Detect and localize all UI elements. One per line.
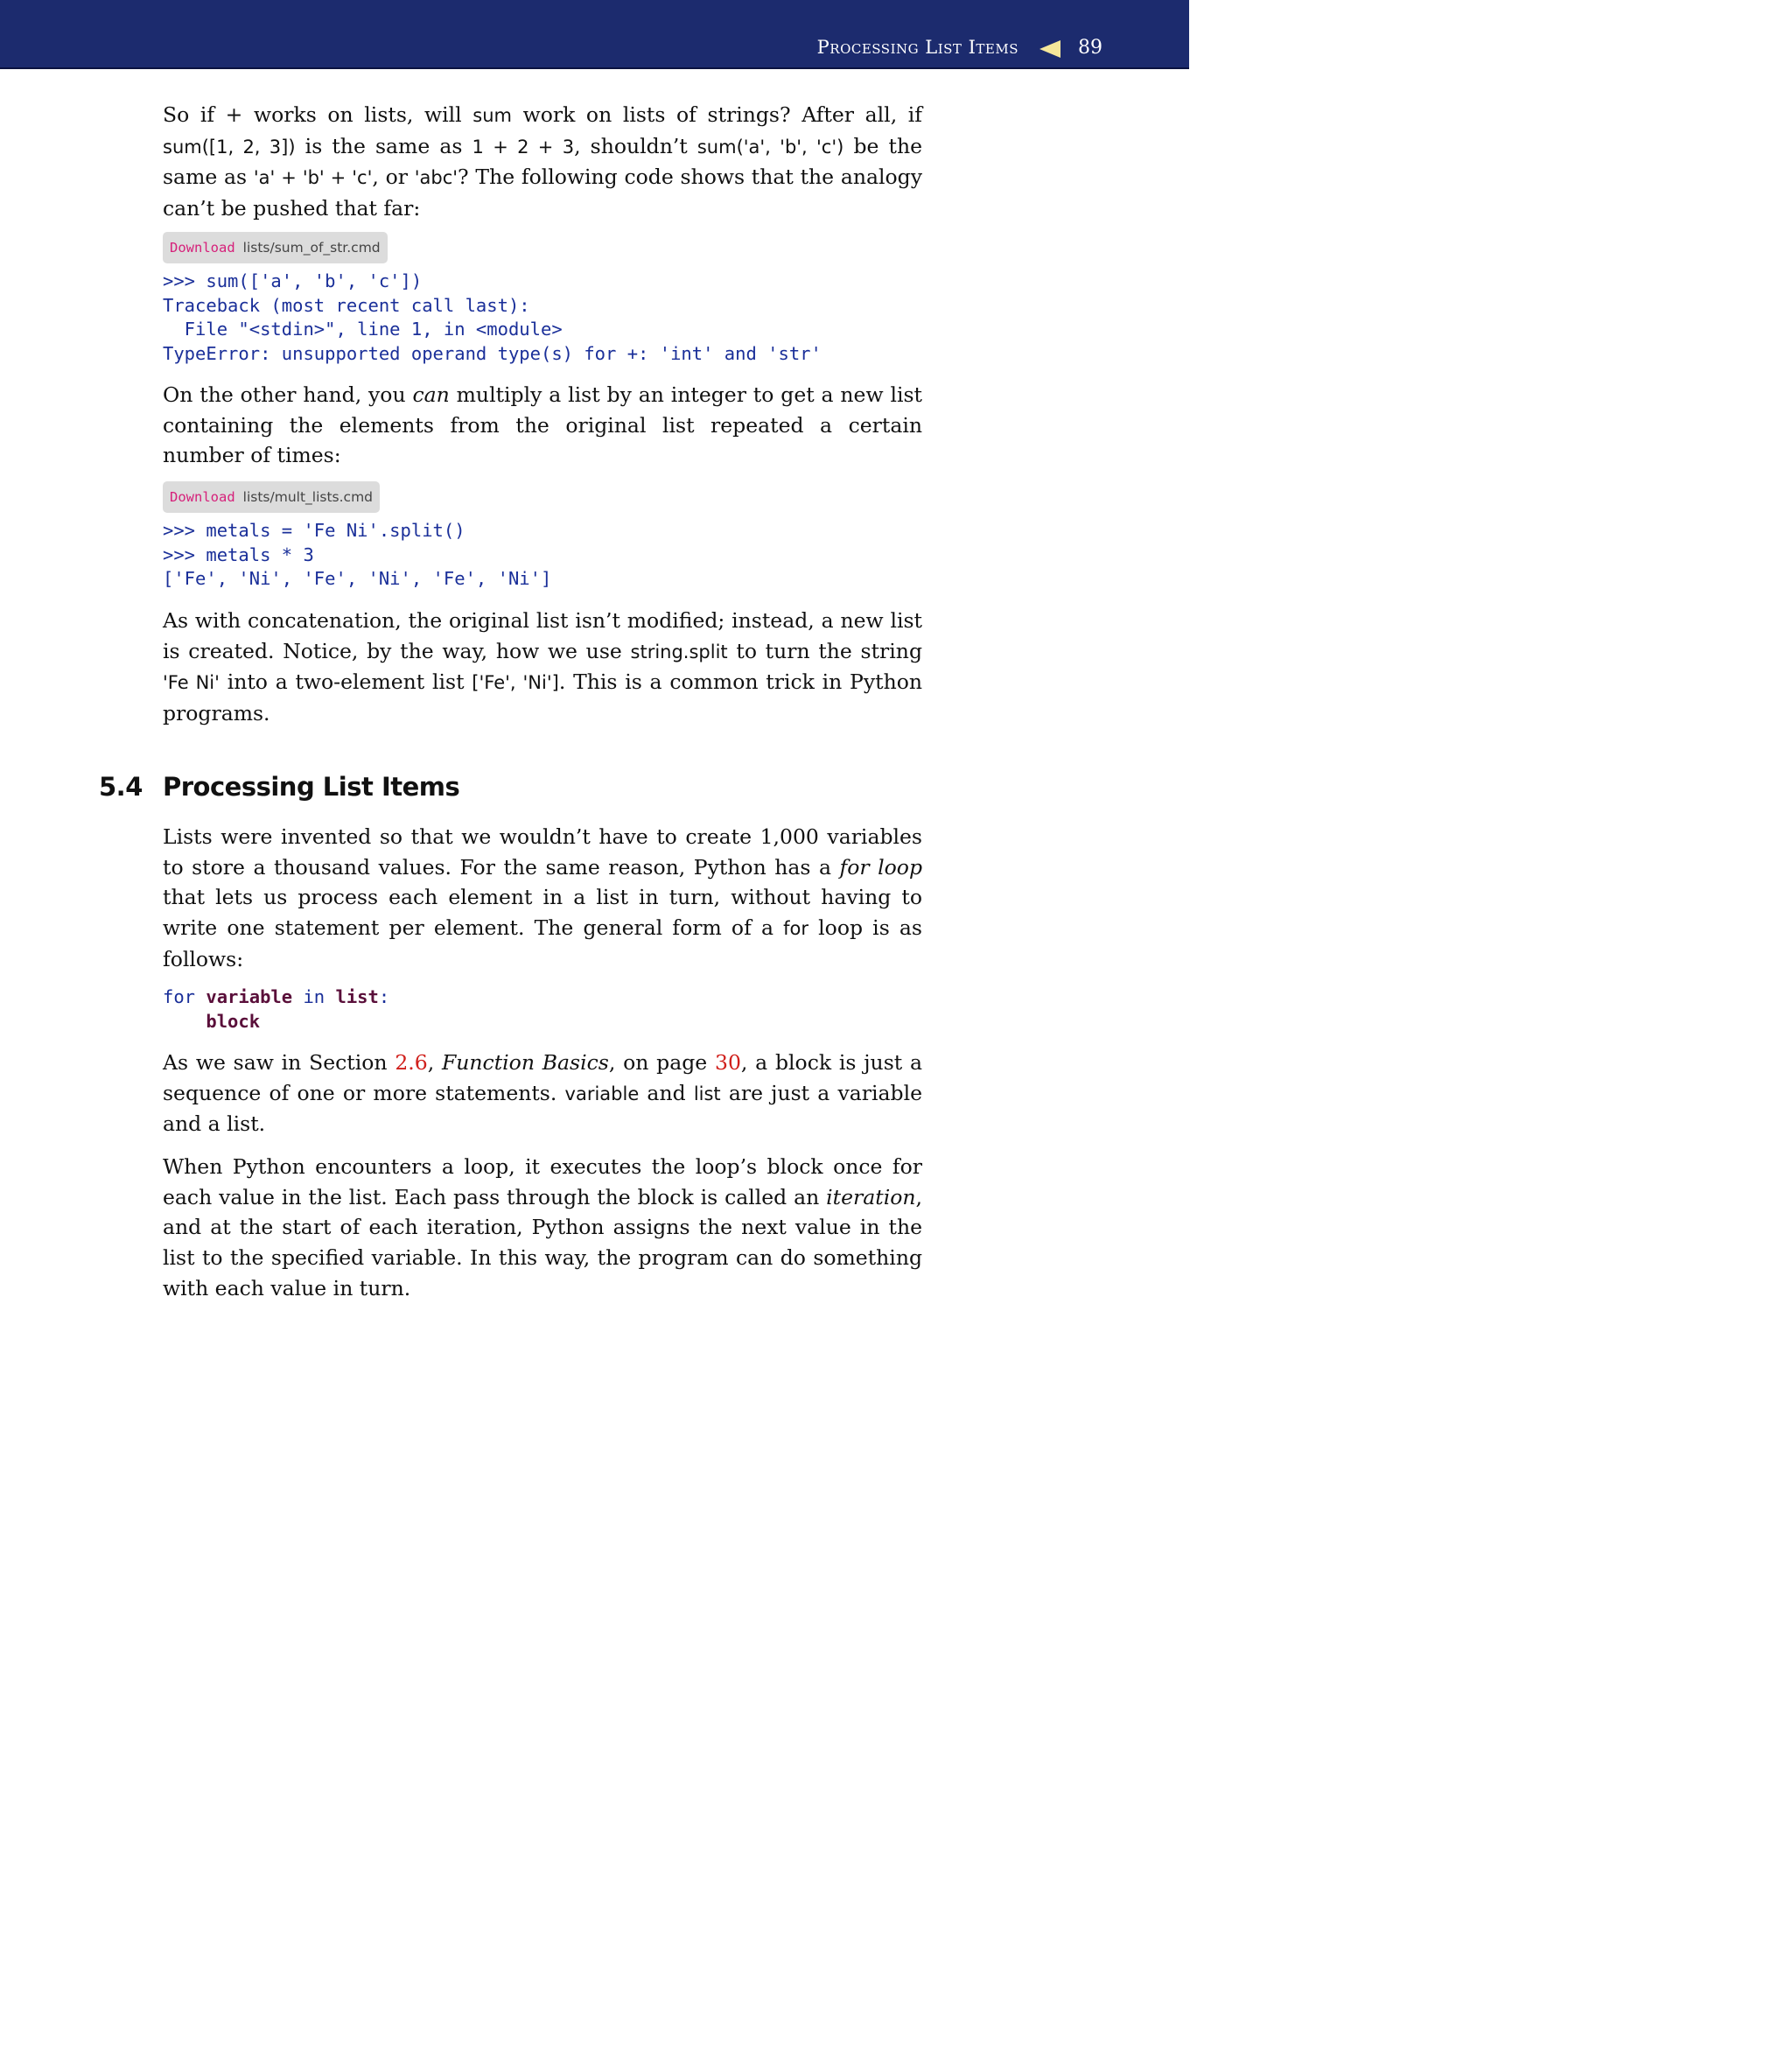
download-link-mult-lists[interactable] (163, 481, 380, 513)
code-line: Traceback (most recent call last): (163, 294, 530, 316)
download-label: Download (170, 240, 235, 256)
download-link-sum-of-str[interactable] (163, 232, 388, 263)
section-title: Processing List Items (163, 772, 460, 802)
paragraph-5: As we saw in Section 2.6, Function Basics, on page 30, a block is just a sequence of one or more statements. variable and list are just a variable and a list. (163, 1050, 923, 1137)
section-number: 5.4 (99, 772, 143, 802)
paragraph-1: So if + works on lists, will sum work on lists of strings? After all, if sum([1, 2, 3]) is the same as 1 + 2 + 3, shouldn’t sum('a', 'b', 'c') be the same as 'a' + 'b' + 'c', or 'abc'? The following code shows that the analogy can’t be pushed that far: (163, 102, 922, 221)
download-path: lists/mult_lists.cmd (242, 489, 374, 505)
code-block-sum-of-str (163, 270, 822, 366)
code-line: ['Fe', 'Ni', 'Fe', 'Ni', 'Fe', 'Ni'] (163, 568, 552, 589)
paragraph-3: As with concatenation, the original list isn’t modified; instead, a new list is created. Notice, by the way, how we use string.split to turn the string 'Fe Ni' into a two-element list ['Fe', 'Ni']. This is a common trick in Python programs. (163, 608, 922, 726)
triangle-left-icon (1040, 40, 1060, 58)
code-line: >>> metals = 'Fe Ni'.split() (163, 520, 466, 541)
download-path: lists/sum_of_str.cmd (242, 240, 381, 256)
paragraph-2: On the other hand, you can multiply a list by an integer to get a new list containing the elements from the original list repeated a certain number of times: (163, 382, 922, 468)
header-band (0, 0, 1189, 69)
code-line: TypeError: unsupported operand type(s) for +: 'int' and 'str' (163, 342, 822, 364)
section-heading (99, 772, 459, 802)
running-head: Processing List Items (816, 37, 1018, 58)
page-number: 89 (1078, 37, 1102, 59)
code-line: >>> metals * 3 (163, 543, 314, 565)
code-block-mult-lists (163, 519, 551, 592)
page-link[interactable]: 30 (715, 1050, 741, 1075)
code-line: File "<stdin>", line 1, in <module> (163, 319, 563, 340)
paragraph-4: Lists were invented so that we wouldn’t have to create 1,000 variables to store a thousand values. For the same reason, Python has a for loop that lets us process each element in a list in turn, without having to write one statement per element. The general form of a for loop is as follows: (163, 824, 922, 971)
section-link[interactable]: 2.6 (395, 1050, 428, 1075)
paragraph-6: When Python encounters a loop, it executes the loop’s block once for each value in the list. Each pass through the block is called an iteration, and at the start of each iteration, Python assigns the next value in the list to the specified variable. In this way, the program can do something with each value in turn. (163, 1154, 922, 1300)
code-line: >>> sum(['a', 'b', 'c']) (163, 270, 423, 291)
download-label: Download (170, 489, 235, 505)
code-block-for-loop: for variable in list: block (163, 986, 390, 1032)
